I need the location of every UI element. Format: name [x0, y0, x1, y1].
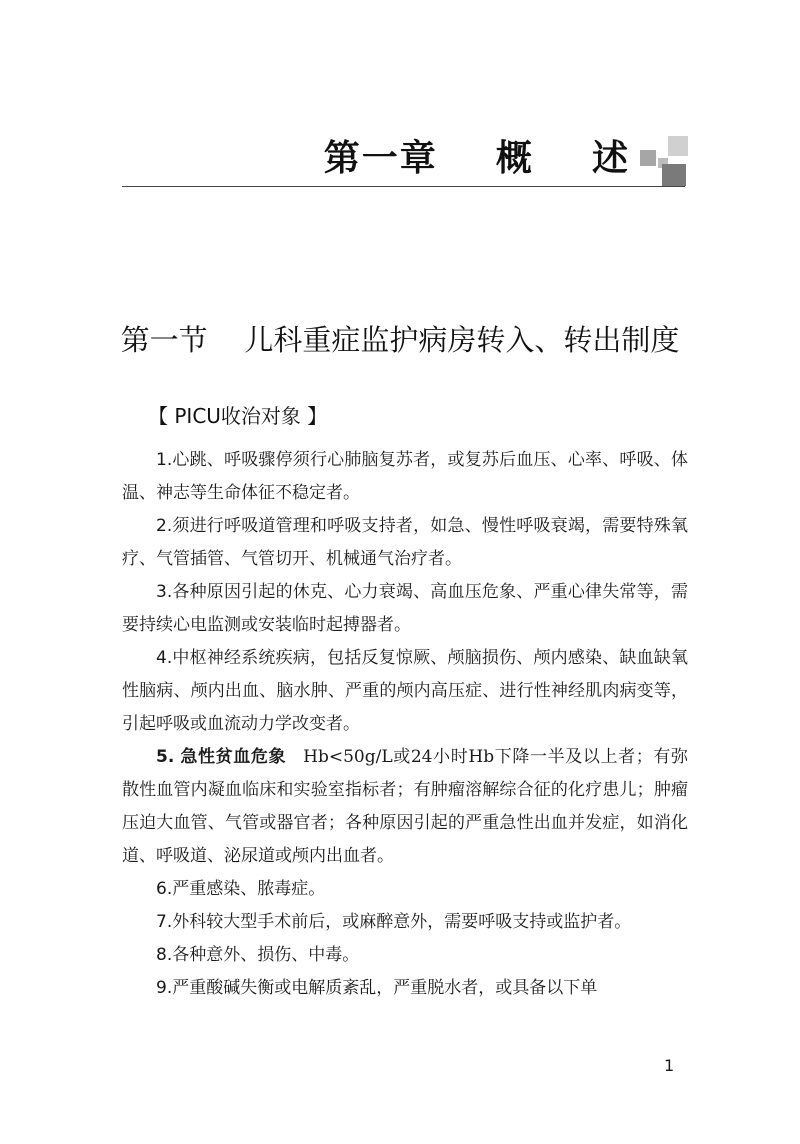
- item-text: 各种意外、损伤、中毒。: [172, 945, 360, 965]
- item-text: 严重酸碱失衡或电解质紊乱，严重脱水者，或具备以下单: [172, 978, 598, 998]
- item-number: 3.: [156, 582, 173, 602]
- list-item: [122, 444, 688, 510]
- item-number: 1.: [156, 450, 173, 470]
- list-item: [122, 510, 688, 576]
- item-text: 各种原因引起的休克、心力衰竭、高血压危象、严重心律失常等，需要持续心电监测或安装临时起搏器者。: [122, 582, 688, 635]
- item-number: 4.: [156, 648, 173, 668]
- page-number: 1: [664, 1056, 675, 1075]
- section-title: 第一节 儿科重症监护病房转入、转出制度: [120, 323, 680, 357]
- subheading: 【 PICU收治对象 】: [148, 404, 328, 428]
- list-item: [122, 939, 688, 972]
- chapter-decoration: [640, 136, 690, 186]
- item-text: 心跳、呼吸骤停须行心肺脑复苏者，或复苏后血压、心率、呼吸、体温、神志等生命体征不稳定者。: [122, 450, 688, 503]
- item-text: 严重感染、脓毒症。: [172, 879, 326, 899]
- deco-square-mid: [640, 150, 656, 166]
- list-item: [122, 576, 688, 642]
- item-number: 7.: [156, 912, 173, 932]
- deco-square-light: [668, 136, 688, 156]
- list-item: [122, 642, 688, 741]
- item-number: 2.: [156, 516, 173, 536]
- item-lead: 急性贫血危象: [180, 747, 287, 767]
- body-text: [122, 444, 688, 1005]
- item-text: 须进行呼吸道管理和呼吸支持者，如急、慢性呼吸衰竭，需要特殊氧疗、气管插管、气管切开、机械通气治疗者。: [122, 516, 688, 569]
- item-number: 6.: [156, 879, 173, 899]
- chapter-title: 第一章 概 述: [323, 138, 630, 179]
- list-item: [122, 972, 688, 1005]
- list-item: [122, 741, 688, 873]
- deco-square-dark: [662, 164, 686, 186]
- item-text: 外科较大型手术前后，或麻醉意外，需要呼吸支持或监护者。: [172, 912, 632, 932]
- item-number: 5.: [156, 747, 175, 767]
- list-item: [122, 873, 688, 906]
- list-item: [122, 906, 688, 939]
- item-number: 9.: [156, 978, 173, 998]
- item-text: Hb<50g/L或24小时Hb下降一半及以上者；有弥散性血管内凝血临床和实验室指标者；有肿瘤溶解综合征的化疗患儿；肿瘤压迫大血管、气管或器官者；各种原因引起的严重急性出血并发症，如消化道、呼吸道、泌尿道或颅内出血者。: [122, 747, 689, 866]
- item-number: 8.: [156, 945, 173, 965]
- chapter-rule: [122, 186, 685, 187]
- item-text: 中枢神经系统疾病，包括反复惊厥、颅脑损伤、颅内感染、缺血缺氧性脑病、颅内出血、脑水肿、严重的颅内高压症、进行性神经肌肉病变等，引起呼吸或血流动力学改变者。: [122, 648, 688, 734]
